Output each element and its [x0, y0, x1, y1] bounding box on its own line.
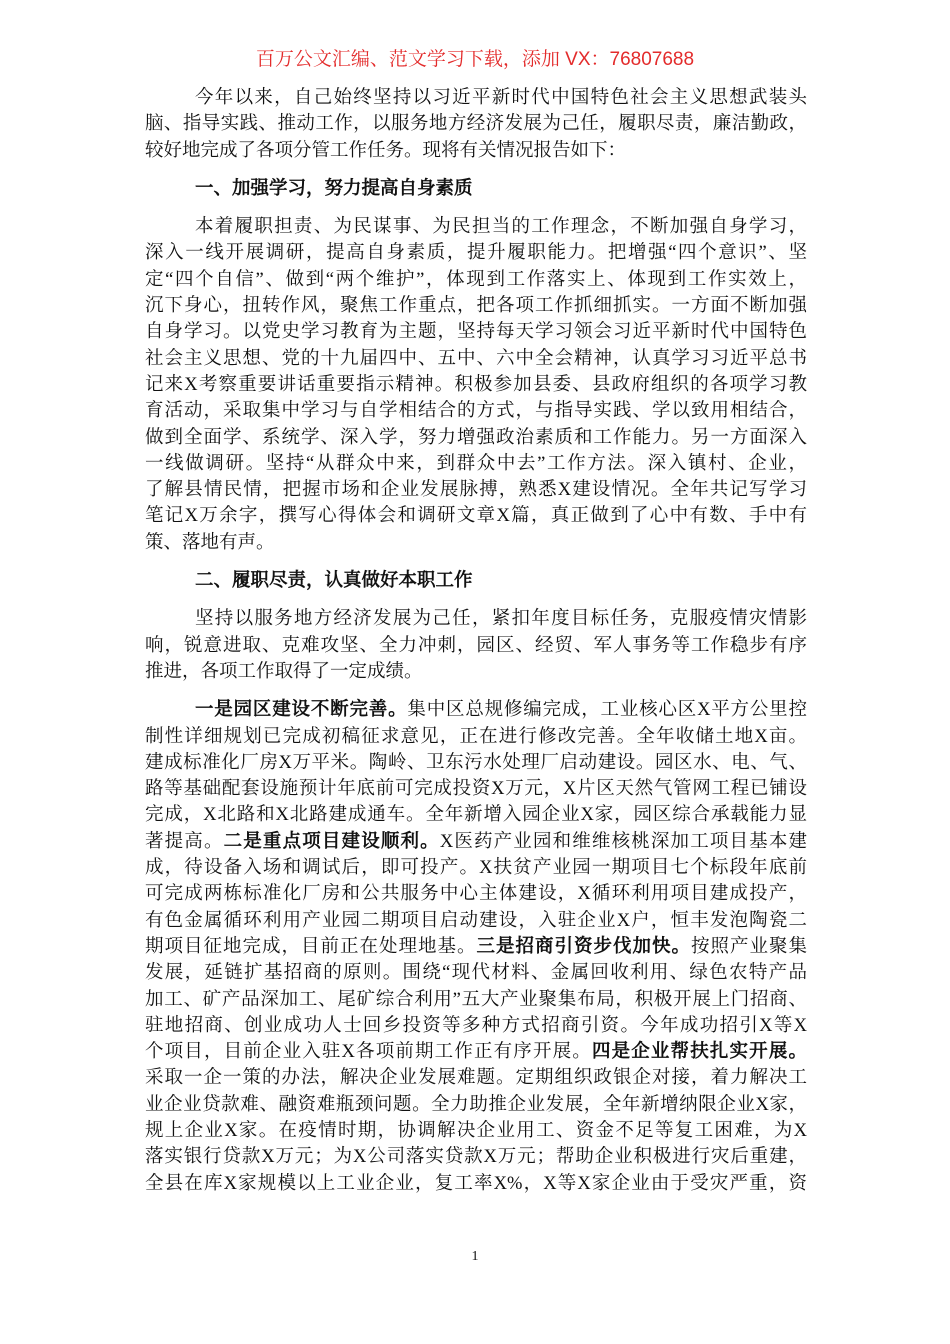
text-line: 本着履职担责、为民谋事、为民担当的工作理念，不断加强自身学习， [195, 217, 807, 238]
text-line [145, 829, 807, 855]
paragraph [145, 85, 807, 164]
text-line: 业企业贷款难、融资难瓶颈问题。全力助推企业发展，全年新增纳限企业X家， [145, 1094, 807, 1115]
text-line: 深入一线开展调研，提高自身素质，提升履职能力。把增强“四个意识”、坚 [145, 243, 807, 264]
text-line [145, 1039, 807, 1065]
text-line: 驻地招商、创业成功人士回乡投资等多种方式招商引资。今年成功招引X等X [145, 1015, 807, 1036]
text-segment: 按照产业聚集 [690, 936, 807, 957]
text-line: 加工、矿产品深加工、尾矿综合利用”五大产业聚集布局，积极开展上门招商、 [145, 989, 807, 1010]
text-segment: 著提高。 [145, 831, 224, 852]
text-line: 规上企业X家。在疫情时期，协调解决企业用工、资金不足等复工困难，为X [145, 1120, 807, 1141]
text-line: 成，待设备入场和调试后，即可投产。X扶贫产业园一期项目七个标段年底前 [145, 858, 807, 879]
text-line: 较好地完成了各项分管工作任务。现将有关情况报告如下： [145, 140, 627, 161]
text-segment: 个项目，目前企业入驻X各项前期工作正有序开展。 [145, 1042, 592, 1063]
paragraph [145, 214, 807, 556]
text-line: 笔记X万余字，撰写心得体会和调研文章X篇，真正做到了心中有数、手中有 [145, 506, 807, 527]
text-line: 制性详细规划已完成初稿征求意见，正在进行修改完善。全年收储土地X亩。 [145, 726, 807, 747]
text-line: 脑、指导实践、推动工作，以服务地方经济发展为己任，履职尽责，廉洁勤政， [145, 114, 807, 135]
text-line: 今年以来，自己始终坚持以习近平新时代中国特色社会主义思想武装头 [195, 88, 807, 108]
text-line: 一、加强学习，努力提高自身素质 [195, 178, 473, 199]
text-line: 路等基础配套设施预计年底前可完成投资X万元，X片区天然气管网工程已铺设 [145, 779, 807, 800]
text-line: 社会主义思想、党的十九届四中、五中、六中全会精神，认真学习习近平总书 [145, 348, 807, 369]
text-line: 记来X考察重要讲话重要指示精神。积极参加县委、县政府组织的各项学习教 [145, 374, 807, 395]
bold-lead-phrase: 一是园区建设不断完善。 [195, 700, 408, 721]
text-line: 发展，延链扩基招商的原则。围绕“现代材料、金属回收利用、绿色农特产品 [145, 963, 807, 984]
bold-lead-phrase: 四是企业帮扶扎实开展。 [591, 1042, 807, 1063]
text-line: 了解县情民情，把握市场和企业发展脉搏，熟悉X建设情况。全年共记写学习 [145, 480, 807, 501]
text-line: 一线做调研。坚持“从群众中来，到群众中去”工作方法。深入镇村、企业， [145, 453, 807, 474]
text-line: 沉下身心，扭转作风，聚焦工作重点，把各项工作抓细抓实。一方面不断加强 [145, 296, 807, 317]
text-segment: 集中区总规修编完成，工业核心区X平方公里控 [407, 700, 807, 721]
text-line: 采取一企一策的办法，解决企业发展难题。定期组织政银企对接，着力解决工 [145, 1068, 807, 1089]
text-line: 落实银行贷款X万元；为X公司落实贷款X万元；帮助企业积极进行灾后重建， [145, 1147, 807, 1168]
text-line: 建成标准化厂房X万平米。陶岭、卫东污水处理厂启动建设。园区水、电、气、 [145, 752, 807, 773]
text-line: 策、落地有声。 [145, 532, 275, 553]
text-line: 二、履职尽责，认真做好本职工作 [195, 571, 473, 592]
section-heading [145, 568, 807, 594]
bold-lead-phrase: 三是招商引资步伐加快。 [476, 936, 691, 957]
paragraph [145, 606, 807, 685]
text-line: 育活动，采取集中学习与自学相结合的方式，与指导实践、学以致用相结合， [145, 401, 807, 422]
text-line: 全县在库X家规模以上工业企业，复工率X%，X等X家企业由于受灾严重，资 [145, 1173, 807, 1194]
text-line [145, 934, 807, 960]
header-banner: 百万公文汇编、范文学习下载，添加 VX：76807688 [255, 49, 695, 70]
text-line: 坚持以服务地方经济发展为己任，紧扣年度目标任务，克服疫情灾情影 [195, 609, 807, 630]
page-number: 1 [471, 1249, 479, 1264]
text-line: 做到全面学、系统学、深入学，努力增强政治素质和工作能力。另一方面深入 [145, 427, 807, 448]
paragraph [145, 697, 807, 1197]
text-line: 完成，X北路和X北路建成通车。全年新增入园企业X家，园区综合承载能力显 [145, 805, 807, 826]
section-heading [145, 176, 807, 202]
text-segment: 期项目征地完成，目前正在处理地基。 [145, 936, 477, 957]
text-line: 可完成两栋标准化厂房和公共服务中心主体建设，X循环利用项目建成投产， [145, 884, 807, 905]
text-line: 有色金属循环利用产业园二期项目启动建设，入驻企业X户，恒丰发泡陶瓷二 [145, 910, 807, 931]
document-body [145, 85, 807, 1197]
text-segment: X医药产业园和维维核桃深加工项目基本建 [439, 831, 807, 852]
text-line: 响，锐意进取、克难攻坚、全力冲刺，园区、经贸、军人事务等工作稳步有序 [145, 635, 807, 656]
text-line [145, 697, 807, 723]
text-line: 定“四个自信”、做到“两个维护”，体现到工作落实上、体现到工作实效上， [145, 269, 807, 290]
bold-lead-phrase: 二是重点项目建设顺利。 [223, 831, 440, 852]
text-line: 推进，各项工作取得了一定成绩。 [145, 661, 423, 682]
text-line: 自身学习。以党史学习教育为主题，坚持每天学习领会习近平新时代中国特色 [145, 322, 807, 343]
